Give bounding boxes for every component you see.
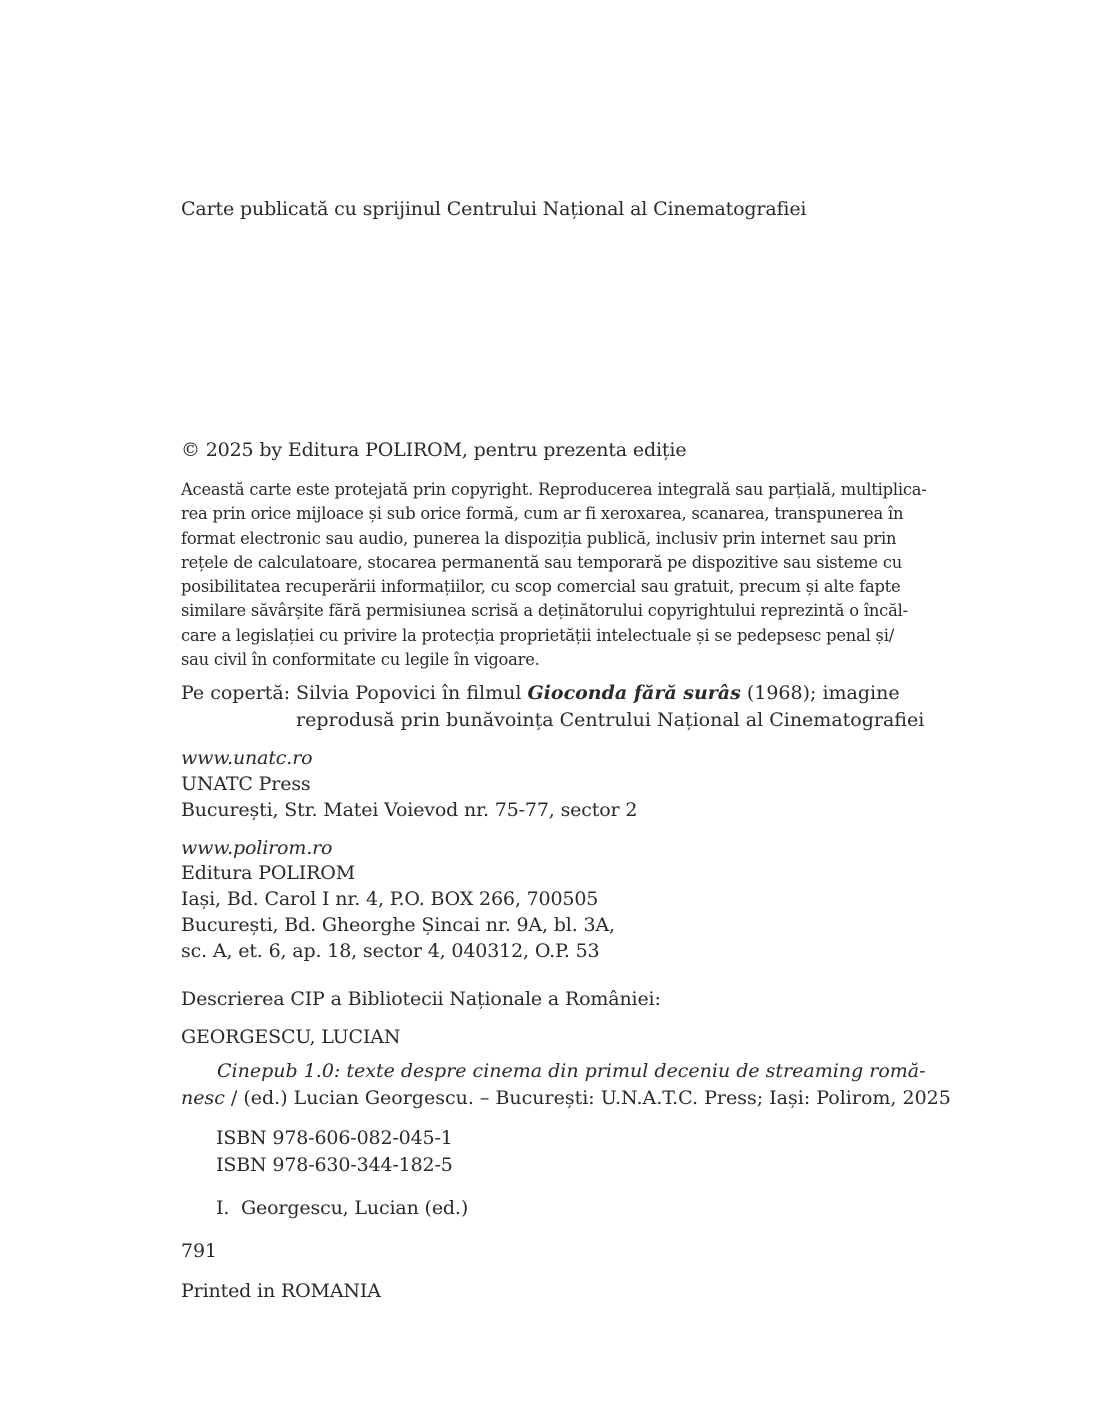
polirom-address-bucuresti-1: București, Bd. Gheorghe Șincai nr. 9A, bl. 3A,: [181, 914, 615, 936]
unatc-url: www.unatc.ro: [181, 747, 313, 769]
cover-text-before: Silvia Popovici în filmul: [296, 682, 528, 704]
polirom-address-bucuresti-2: sc. A, et. 6, ap. 18, sector 4, 040312, O.P. 53: [181, 940, 600, 962]
cip-title-rest: / (ed.) Lucian Georgescu. – București: U.N.A.T.C. Press; Iași: Polirom, 2025: [224, 1087, 951, 1109]
legal-line: rea prin orice mijloace și sub orice formă, cum ar fi xeroxarea, scanarea, transpunerea în: [181, 504, 904, 524]
cip-heading: Descrierea CIP a Bibliotecii Naționale a României:: [181, 988, 661, 1010]
isbn-1: ISBN 978-606-082-045-1: [216, 1127, 453, 1149]
copyright-line: © 2025 by Editura POLIROM, pentru prezenta ediție: [181, 439, 687, 461]
cip-title-block: [181, 1058, 951, 1112]
legal-line: Această carte este protejată prin copyright. Reproducerea integrală sau parțială, multiplica-: [181, 480, 927, 499]
unatc-address: București, Str. Matei Voievod nr. 75-77, sector 2: [181, 799, 638, 821]
cip-entry: I. Georgescu, Lucian (ed.): [216, 1197, 469, 1219]
legal-line: format electronic sau audio, punerea la dispoziția publică, inclusiv prin internet sau prin: [181, 528, 897, 548]
cip-author: GEORGESCU, LUCIAN: [181, 1026, 401, 1048]
isbn-2: ISBN 978-630-344-182-5: [216, 1154, 453, 1176]
legal-line: rețele de calculatoare, stocarea permanentă sau temporară pe dispozitive sau sisteme cu: [181, 552, 903, 572]
cover-credit-line2: reprodusă prin bunăvoința Centrului Național al Cinematografiei: [296, 709, 925, 731]
support-note: Carte publicată cu sprijinul Centrului Național al Cinematografiei: [181, 198, 807, 220]
cover-credit-line1: [296, 682, 900, 704]
cip-title-line1: Cinepub 1.0: texte despre cinema din primul deceniu de streaming romă-: [217, 1060, 926, 1082]
cip-title-italic: nesc: [181, 1087, 225, 1109]
classification: 791: [181, 1240, 217, 1262]
polirom-name: Editura POLIROM: [181, 862, 356, 884]
polirom-url: www.polirom.ro: [181, 837, 333, 859]
printed-in: Printed in ROMANIA: [181, 1280, 381, 1302]
copyright-notice: [181, 478, 927, 672]
legal-line: sau civil în conformitate cu legile în vigoare.: [181, 650, 540, 670]
film-title: Gioconda fără surâs: [527, 682, 741, 704]
legal-line: care a legislației cu privire la protecția proprietății intelectuale și se pedepsesc penal și/: [181, 625, 895, 645]
cip-title-line2: [181, 1085, 951, 1112]
legal-line: posibilitatea recuperării informațiilor, cu scop comercial sau gratuit, precum și alte fapte: [181, 577, 901, 597]
legal-line: similare săvârșite fără permisiunea scrisă a deținătorului copyrightului reprezintă o încăl-: [181, 601, 908, 621]
cover-label: Pe copertă:: [181, 682, 291, 704]
cover-text-after: (1968); imagine: [740, 682, 900, 704]
polirom-address-iasi: Iași, Bd. Carol I nr. 4, P.O. BOX 266, 700505: [181, 888, 599, 910]
unatc-name: UNATC Press: [181, 773, 311, 795]
